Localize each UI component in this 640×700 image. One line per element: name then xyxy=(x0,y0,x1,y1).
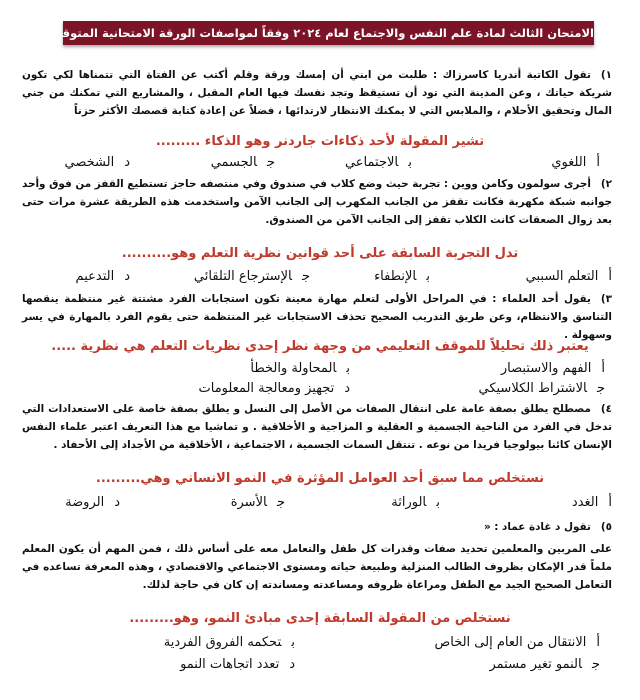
question-4-option-c[interactable] xyxy=(231,494,285,512)
option-text: الإنطفاء xyxy=(374,269,417,284)
option-text: الانتقال من العام إلى الخاص xyxy=(434,635,587,650)
question-3-number: ٣) xyxy=(600,293,612,305)
question-3-stem: يعتبر ذلك تحليلاً للموقف التعليمي من وجهة نظر إحدى نظريات التعلم هي نظرية ..... xyxy=(51,339,589,354)
option-letter: ب xyxy=(436,495,440,510)
exam-title-banner: الامتحان الثالث لمادة علم النفس والاجتماع لعام ٢٠٢٤ وفقاً لمواصفات الورقة الامتحانية المتوقعة xyxy=(63,21,594,45)
option-letter: أ xyxy=(601,361,605,376)
question-1-option-a[interactable] xyxy=(551,154,600,172)
question-2-passage xyxy=(22,175,612,229)
question-4-option-a[interactable] xyxy=(572,494,612,512)
question-2-option-c[interactable] xyxy=(194,268,310,286)
option-text: تجهيز ومعالجة المعلومات xyxy=(198,381,335,396)
question-1-text: تقول الكاتبة أندريا كاسرزاك : طلبت من ابني أن إمسك ورقة وقلم أكتب عن الفتاة التي تتمناها لكي تكون شريكة حياتك ، وعن المدينة التي تود أن تستيقظ وتجد نفسك فيها العام المقبل ، والمشاريع التي تمكنك من جني المال وتحقيق الأحلام ، والملابس التي لا يمكنك الانتظار لارتدائها ، فضلاً عن إعادة كتابة قصصك الأكثر حزناً xyxy=(22,69,612,117)
question-3-text: يقول أحد العلماء : في المراحل الأولى لتعلم مهارة معينة تكون استجابات الفرد مشتتة غير منتظمة ينقصها التناسق والانتظام، وعن طريق التدريب الصحيح تحذف الاستجابات غير المنتظمة حتى يقوم الفرد بالمهارة في يسر وسهولة . xyxy=(22,293,612,341)
question-5-passage: على المربين والمعلمين تحديد صفات وقدرات كل طفل والتعامل معه على أساس ذلك ، فمن المهم أن يكون المعلم ملماً قدر الإمكان بظروف الطالب المنزلية وطبيعة حياته ومستوى الاجتماعي والاقتصادي ، وهذه المعرفة تساعده في التعامل الصحيح الجيد مع الطفل ومراعاة ظروفه ومساعدته ومساندته إن كان في حاجة لذلك. xyxy=(22,543,612,591)
option-text: الأسرة xyxy=(230,495,267,510)
question-2-option-d[interactable] xyxy=(76,268,130,286)
question-4-passage xyxy=(22,400,612,454)
option-letter: د xyxy=(289,657,295,672)
question-3-option-c[interactable] xyxy=(478,380,605,398)
option-text: التدعيم xyxy=(75,269,115,284)
option-text: الغدد xyxy=(571,495,599,510)
question-5-option-a[interactable] xyxy=(435,634,600,652)
question-5-option-d[interactable] xyxy=(180,656,295,674)
question-1-option-b[interactable] xyxy=(345,154,412,172)
question-5-number: ٥) xyxy=(600,521,612,533)
option-letter: د xyxy=(124,269,130,284)
option-letter: ب xyxy=(346,361,350,376)
option-text: الفهم والاستبصار xyxy=(500,361,592,376)
option-letter: د xyxy=(344,381,350,396)
option-text: الروضة xyxy=(65,495,105,510)
option-text: تعدد اتجاهات النمو xyxy=(180,657,280,672)
question-1-option-d[interactable] xyxy=(65,154,130,172)
question-4-number: ٤) xyxy=(600,403,612,415)
question-2-option-a[interactable] xyxy=(526,268,612,286)
option-letter: ج xyxy=(301,269,310,284)
question-1-number: ١) xyxy=(600,69,612,81)
question-2-text: أجرى سولمون وكامن ووين : تجربة حيث وضع كلاب في صندوق وفي منتصفه حاجز تستطيع القفز من فوق وأحد جوانبه شبكة مكهربة فكانت تقفز من الجانب المكهرب إلى الجانب الآمن واستخدمت هذه الطريقة عشرة مرات حتى بعد زوال الصعقات كانت الكلاب تقفز إلى الجانب الآمن من الصندوق. xyxy=(22,178,612,226)
question-2-number: ٢) xyxy=(600,178,612,190)
option-text: الشخصي xyxy=(64,155,115,170)
option-letter: أ xyxy=(608,269,612,284)
option-letter: ج xyxy=(596,381,605,396)
option-text: الاجتماعي xyxy=(344,155,399,170)
question-5-option-b[interactable] xyxy=(164,634,295,652)
option-text: الإسترجاع التلقائي xyxy=(193,269,292,284)
question-2-stem: تدل التجربة السابقة على أحد قوانين نظرية التعلم وهو.......... xyxy=(121,246,519,261)
question-3-option-d[interactable] xyxy=(199,380,351,398)
question-2-option-b[interactable] xyxy=(374,268,430,286)
question-5-option-c[interactable] xyxy=(489,656,600,674)
question-4-text: مصطلح يطلق بصفة عامة على انتقال الصفات من الأصل إلى النسل و يطلق بصفة خاصة على الاستعدادات التي تدخل في الفرد من الناحية الجسمية و العقلية و المزاجية و الأخلاقية . و تماشيا مع هذا التعريف اعتبر علماء النفس الإنسان كائنا بيولوجيا فريدا من نوعه . تنتقل السمات الجسمية ، الاجتماعية ، الأخلاقية من الأجداد إلى الأحفاد . xyxy=(22,403,612,451)
option-text: الجسمي xyxy=(210,155,257,170)
question-3-option-a[interactable] xyxy=(501,360,605,378)
option-text: الوراثة xyxy=(391,495,427,510)
question-5-intro-text: تقول د غادة عماد : « xyxy=(483,521,591,533)
option-letter: ج xyxy=(591,657,600,672)
option-letter: أ xyxy=(596,155,600,170)
option-letter: ب xyxy=(426,269,430,284)
option-letter: ب xyxy=(291,635,295,650)
option-letter: أ xyxy=(596,635,600,650)
question-4-stem: نستخلص مما سبق أحد العوامل المؤثرة في النمو الانساني وهي......... xyxy=(95,471,545,486)
option-text: المحاولة والخطأ xyxy=(250,361,337,376)
question-4-option-d[interactable] xyxy=(65,494,120,512)
question-1-passage xyxy=(22,66,612,120)
question-3-option-b[interactable] xyxy=(250,360,350,378)
option-text: الاشتراط الكلاسيكي xyxy=(478,381,587,396)
question-5-stem: نستخلص من المقولة السابقة إحدى مبادئ النمو، وهو......... xyxy=(129,611,511,626)
question-4-option-b[interactable] xyxy=(391,494,440,512)
option-letter: د xyxy=(114,495,120,510)
question-5-intro xyxy=(22,518,612,536)
option-letter: ب xyxy=(408,155,412,170)
option-text: اللغوي xyxy=(551,155,587,170)
option-letter: أ xyxy=(608,495,612,510)
option-letter: ج xyxy=(266,155,275,170)
option-letter: ج xyxy=(276,495,285,510)
question-1-stem: تشير المقولة لأحد ذكاءات جاردنر وهو الذكاء ......... xyxy=(155,134,485,149)
option-text: التعلم السببي xyxy=(525,269,599,284)
option-letter: د xyxy=(124,155,130,170)
question-3-passage xyxy=(22,290,612,344)
option-text: تحكمه الفروق الفردية xyxy=(163,635,282,650)
option-text: النمو تغير مستمر xyxy=(489,657,582,672)
question-1-option-c[interactable] xyxy=(211,154,275,172)
